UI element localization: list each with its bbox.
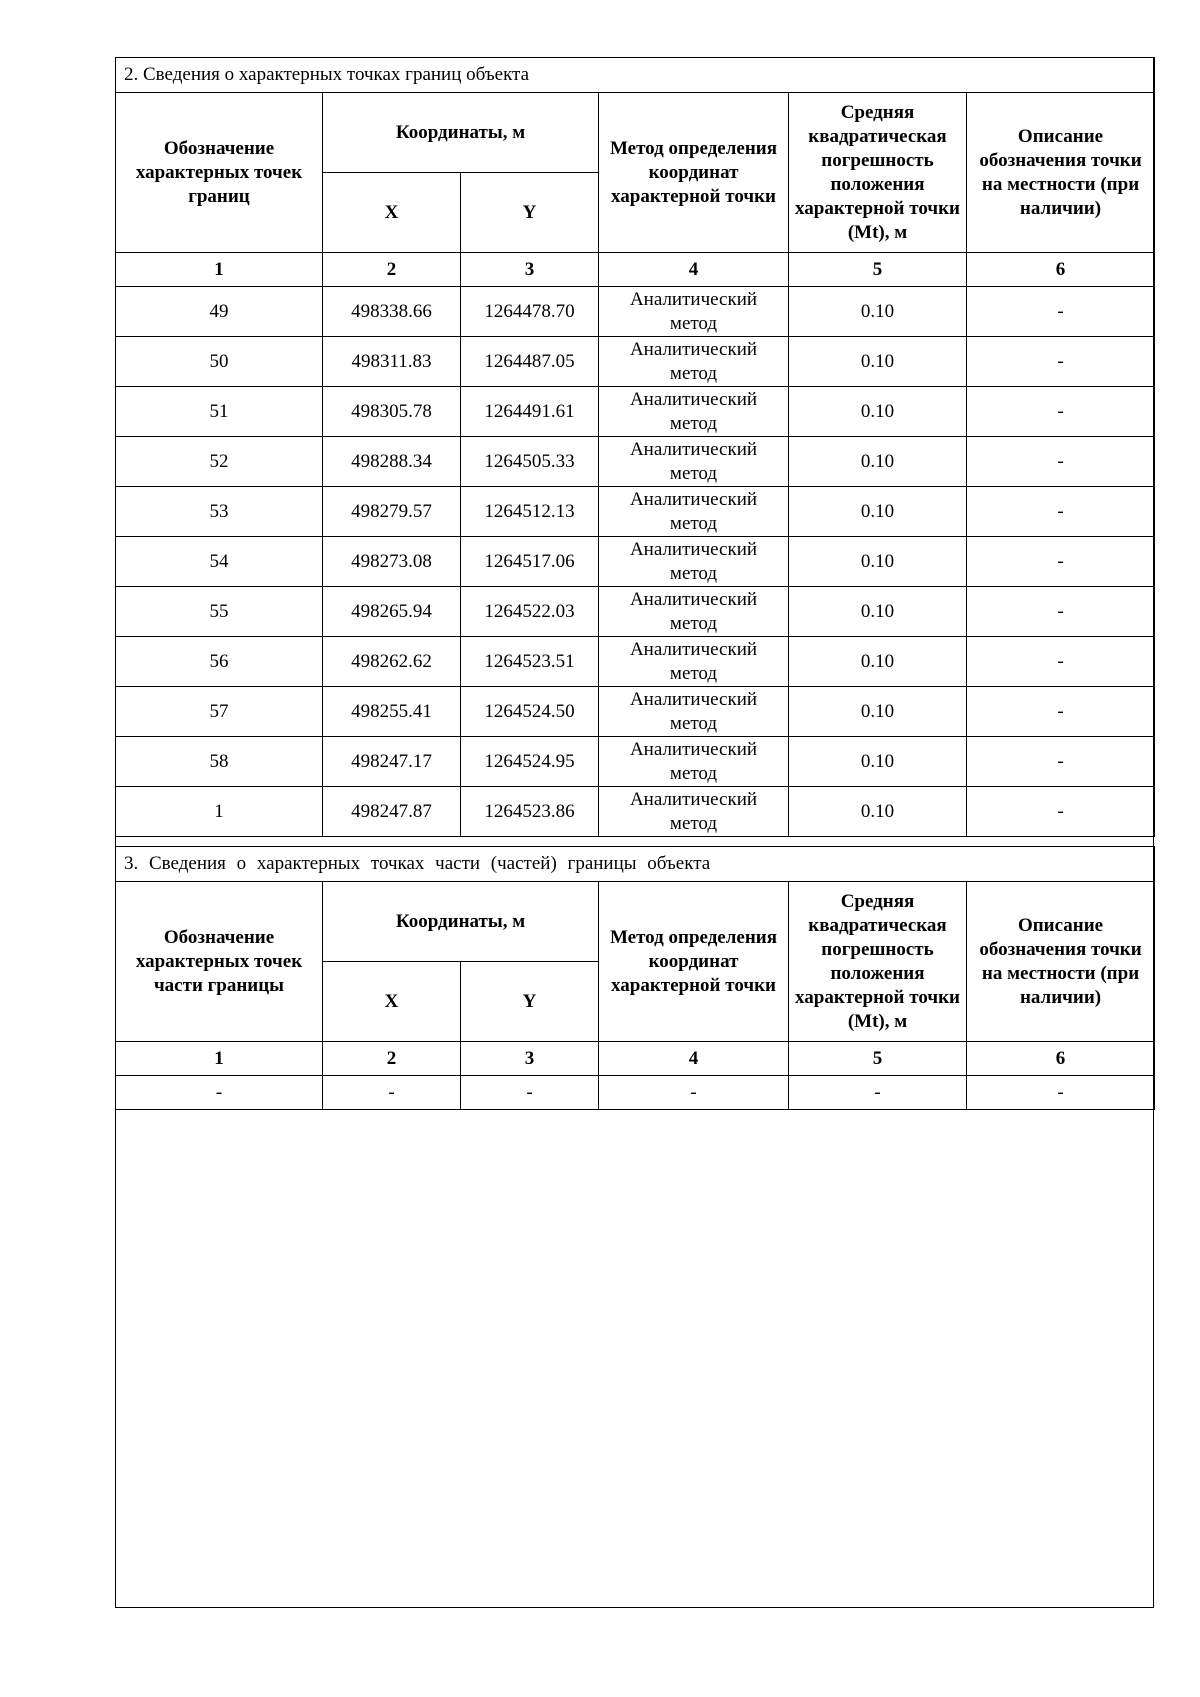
coordinate-y: 1264524.95	[461, 737, 599, 787]
coordinate-x: 498247.87	[323, 787, 461, 837]
table-row	[116, 387, 1155, 437]
header-description: Описание обозначения точки на местности (при наличии)	[967, 93, 1155, 253]
mt-error: 0.10	[789, 387, 967, 437]
point-number: 49	[116, 287, 323, 337]
header-method: Метод определения координат характерной точки	[599, 882, 789, 1042]
point-description: -	[967, 787, 1155, 837]
header-error: Средняя квадратическая погрешность положения характерной точки (Mt), м	[789, 882, 967, 1042]
boundary-points-table	[115, 57, 1155, 837]
empty-cell: -	[461, 1076, 599, 1110]
coordinate-x: 498262.62	[323, 637, 461, 687]
table-row	[116, 687, 1155, 737]
coordinate-x: 498305.78	[323, 387, 461, 437]
method: Аналитический метод	[599, 437, 789, 487]
point-description: -	[967, 537, 1155, 587]
coordinate-y: 1264523.86	[461, 787, 599, 837]
coordinate-y: 1264491.61	[461, 387, 599, 437]
coordinate-x: 498288.34	[323, 437, 461, 487]
header-designation: Обозначение характерных точек части границы	[116, 882, 323, 1042]
table-row	[116, 787, 1155, 837]
table-row	[116, 1076, 1155, 1110]
mt-error: 0.10	[789, 787, 967, 837]
coordinate-y: 1264505.33	[461, 437, 599, 487]
section-3-title: 3. Сведения о характерных точках части (частей) границы объекта	[116, 847, 1155, 882]
point-description: -	[967, 437, 1155, 487]
coordinate-y: 1264478.70	[461, 287, 599, 337]
column-number: 1	[116, 1042, 323, 1076]
table-row	[116, 537, 1155, 587]
mt-error: 0.10	[789, 437, 967, 487]
point-number: 57	[116, 687, 323, 737]
point-description: -	[967, 287, 1155, 337]
mt-error: 0.10	[789, 487, 967, 537]
empty-cell: -	[599, 1076, 789, 1110]
mt-error: 0.10	[789, 737, 967, 787]
method: Аналитический метод	[599, 537, 789, 587]
section-2-title: 2. Сведения о характерных точках границ объекта	[116, 58, 1155, 93]
point-number: 54	[116, 537, 323, 587]
header-x: X	[323, 962, 461, 1042]
header-y: Y	[461, 962, 599, 1042]
table-row	[116, 587, 1155, 637]
mt-error: 0.10	[789, 337, 967, 387]
header-x: X	[323, 173, 461, 253]
mt-error: 0.10	[789, 587, 967, 637]
coordinate-y: 1264517.06	[461, 537, 599, 587]
point-number: 1	[116, 787, 323, 837]
column-number: 6	[967, 253, 1155, 287]
coordinate-y: 1264512.13	[461, 487, 599, 537]
coordinate-x: 498247.17	[323, 737, 461, 787]
point-number: 55	[116, 587, 323, 637]
header-y: Y	[461, 173, 599, 253]
column-number: 3	[461, 253, 599, 287]
column-number: 6	[967, 1042, 1155, 1076]
point-description: -	[967, 387, 1155, 437]
empty-cell: -	[789, 1076, 967, 1110]
point-number: 58	[116, 737, 323, 787]
coordinate-x: 498279.57	[323, 487, 461, 537]
column-number: 5	[789, 253, 967, 287]
coordinate-y: 1264524.50	[461, 687, 599, 737]
mt-error: 0.10	[789, 637, 967, 687]
column-number: 4	[599, 1042, 789, 1076]
method: Аналитический метод	[599, 787, 789, 837]
coordinate-y: 1264523.51	[461, 637, 599, 687]
empty-cell: -	[967, 1076, 1155, 1110]
coordinate-y: 1264522.03	[461, 587, 599, 637]
method: Аналитический метод	[599, 637, 789, 687]
point-description: -	[967, 587, 1155, 637]
point-description: -	[967, 737, 1155, 787]
coordinate-x: 498311.83	[323, 337, 461, 387]
coordinate-x: 498265.94	[323, 587, 461, 637]
header-description: Описание обозначения точки на местности (при наличии)	[967, 882, 1155, 1042]
table-row	[116, 737, 1155, 787]
point-number: 50	[116, 337, 323, 387]
column-number: 1	[116, 253, 323, 287]
table-row	[116, 437, 1155, 487]
part-boundary-points-table	[115, 846, 1155, 1110]
mt-error: 0.10	[789, 687, 967, 737]
column-number: 2	[323, 253, 461, 287]
method: Аналитический метод	[599, 337, 789, 387]
method: Аналитический метод	[599, 387, 789, 437]
point-number: 53	[116, 487, 323, 537]
coordinate-x: 498255.41	[323, 687, 461, 737]
header-method: Метод определения координат характерной точки	[599, 93, 789, 253]
empty-cell: -	[323, 1076, 461, 1110]
mt-error: 0.10	[789, 287, 967, 337]
point-number: 52	[116, 437, 323, 487]
table-row	[116, 487, 1155, 537]
mt-error: 0.10	[789, 537, 967, 587]
table-row	[116, 287, 1155, 337]
method: Аналитический метод	[599, 287, 789, 337]
method: Аналитический метод	[599, 737, 789, 787]
point-description: -	[967, 337, 1155, 387]
column-number: 5	[789, 1042, 967, 1076]
column-number: 4	[599, 253, 789, 287]
point-number: 56	[116, 637, 323, 687]
method: Аналитический метод	[599, 687, 789, 737]
table-row	[116, 337, 1155, 387]
coordinate-y: 1264487.05	[461, 337, 599, 387]
header-designation: Обозначение характерных точек границ	[116, 93, 323, 253]
method: Аналитический метод	[599, 487, 789, 537]
header-coordinates: Координаты, м	[323, 882, 599, 962]
table-row	[116, 637, 1155, 687]
coordinate-x: 498273.08	[323, 537, 461, 587]
point-number: 51	[116, 387, 323, 437]
column-number: 3	[461, 1042, 599, 1076]
header-error: Средняя квадратическая погрешность положения характерной точки (Mt), м	[789, 93, 967, 253]
point-description: -	[967, 637, 1155, 687]
empty-cell: -	[116, 1076, 323, 1110]
column-number: 2	[323, 1042, 461, 1076]
point-description: -	[967, 487, 1155, 537]
point-description: -	[967, 687, 1155, 737]
method: Аналитический метод	[599, 587, 789, 637]
coordinate-x: 498338.66	[323, 287, 461, 337]
header-coordinates: Координаты, м	[323, 93, 599, 173]
